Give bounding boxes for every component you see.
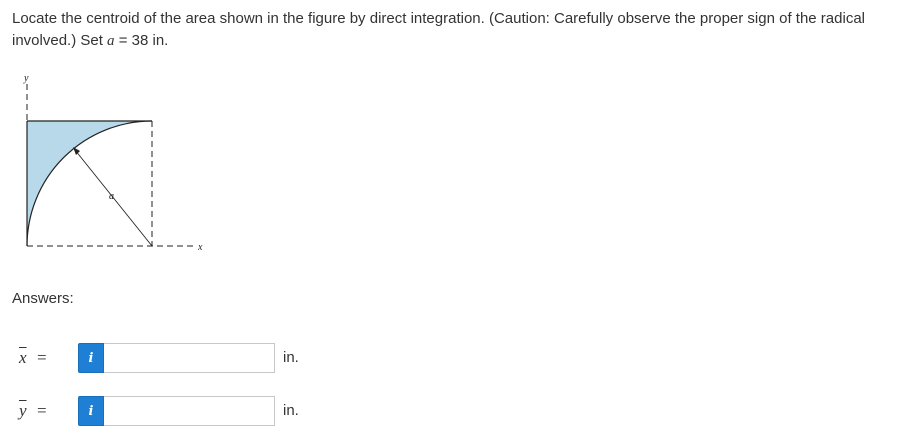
answer-row-y: [0, 396, 400, 428]
unit-label: in.: [283, 402, 299, 419]
question-text-part2: = 38 in.: [114, 32, 169, 49]
equals-sign: =: [37, 401, 47, 420]
info-icon: i: [88, 350, 94, 366]
area-diagram: [12, 70, 212, 260]
equals-sign: =: [37, 348, 47, 367]
info-button[interactable]: [78, 343, 104, 373]
centroid-figure: [12, 70, 212, 265]
info-button[interactable]: [78, 396, 104, 426]
question-variable: a: [107, 33, 115, 49]
unit-label: in.: [283, 349, 299, 366]
shaded-area: [27, 121, 152, 246]
answer-row-x: [0, 343, 400, 375]
x-bar-input[interactable]: [104, 343, 275, 373]
x-bar-symbol: $\overline{x}$: [19, 348, 27, 367]
question-text: [12, 8, 917, 52]
x-axis-label: x: [198, 242, 203, 253]
info-icon: i: [88, 403, 94, 419]
y-axis-label: y: [24, 73, 29, 84]
radius-arrowhead: [73, 147, 80, 155]
radius-label: a: [109, 191, 114, 202]
answers-heading: Answers:: [12, 290, 74, 307]
question-text-part1: Locate the centroid of the area shown in the figure by direct integration. (Caution: Carefully observe the proper sign of the radical involved.) Set: [12, 10, 865, 49]
y-bar-input[interactable]: [104, 396, 275, 426]
y-bar-symbol: $\overline{y}$: [19, 401, 27, 420]
